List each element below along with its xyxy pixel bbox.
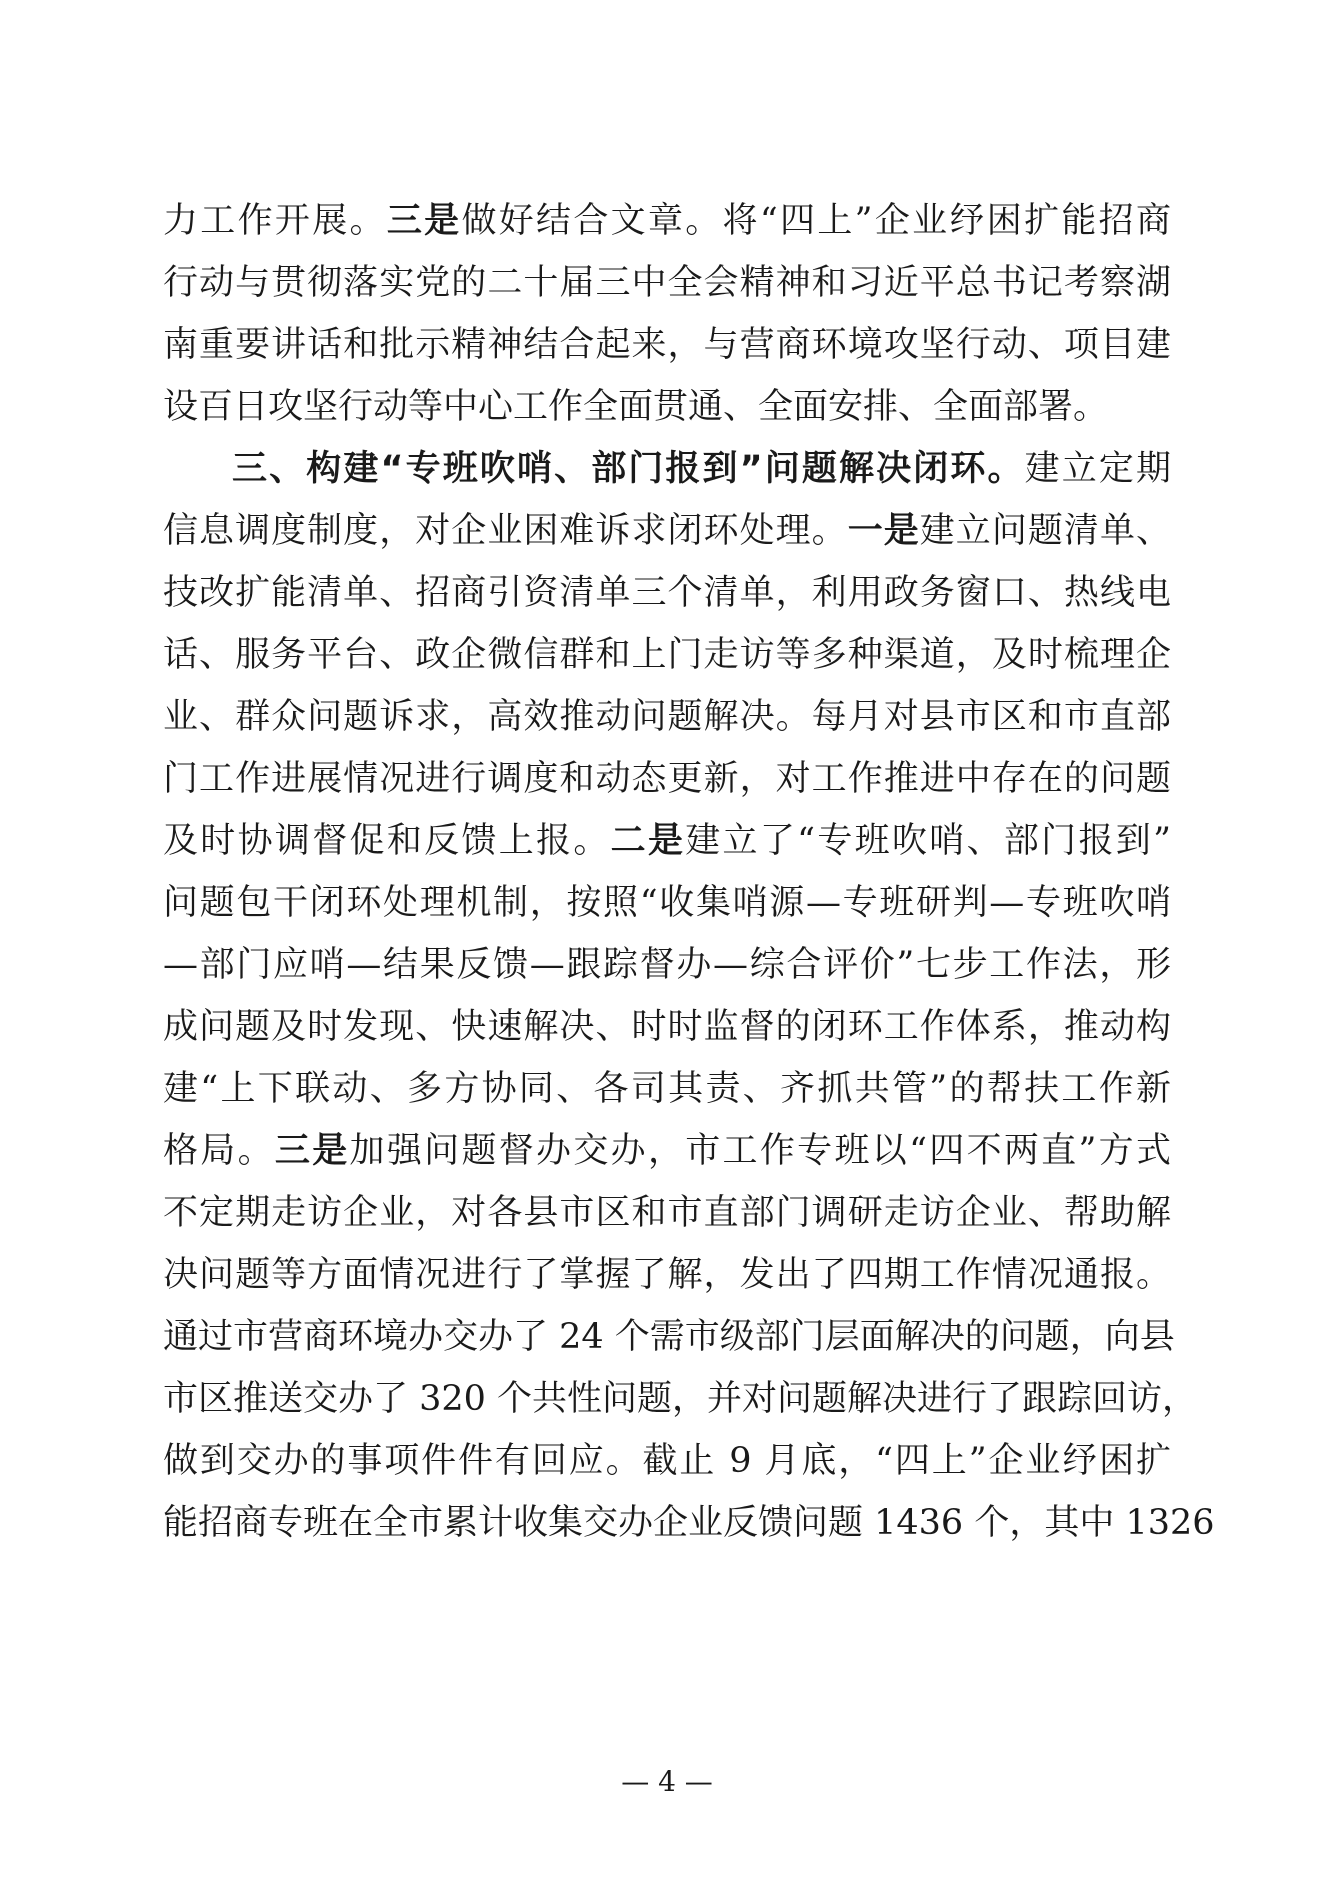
text-segment: 做到交办的事项件件有回应。截止 9 月底，“四上”企业纾困扩 bbox=[163, 1441, 1171, 1481]
paragraph-line bbox=[163, 996, 1171, 1058]
bold-text: 三是 bbox=[274, 1131, 350, 1171]
paragraph-line bbox=[163, 562, 1171, 624]
paragraph-line bbox=[163, 872, 1171, 934]
text-segment: 建“上下联动、多方协同、各司其责、齐抓共管”的帮扶工作新 bbox=[163, 1069, 1171, 1109]
page-number: — 4 — bbox=[621, 1765, 713, 1798]
text-segment: —部门应哨—结果反馈—跟踪督办—综合评价”七步工作法，形 bbox=[163, 945, 1171, 985]
paragraph-line bbox=[163, 1120, 1171, 1182]
bold-text: 三、构建“专班吹哨、部门报到”问题解决闭环。 bbox=[232, 449, 1025, 489]
text-segment: 技改扩能清单、招商引资清单三个清单，利用政务窗口、热线电 bbox=[163, 573, 1171, 613]
paragraph-line bbox=[163, 1368, 1198, 1430]
text-segment: 南重要讲话和批示精神结合起来，与营商环境攻坚行动、项目建 bbox=[163, 325, 1171, 365]
text-segment: 力工作开展。 bbox=[163, 201, 387, 241]
paragraph-line bbox=[163, 314, 1171, 376]
text-segment: 门工作进展情况进行调度和动态更新，对工作推进中存在的问题 bbox=[163, 759, 1171, 799]
text-segment: 业、群众问题诉求，高效推动问题解决。每月对县市区和市直部 bbox=[163, 697, 1171, 737]
text-segment: 信息调度制度，对企业困难诉求闭环处理。 bbox=[163, 511, 848, 551]
paragraph-line bbox=[163, 934, 1171, 996]
paragraph-line bbox=[163, 1244, 1171, 1306]
paragraph-line bbox=[163, 1306, 1175, 1368]
text-segment: 做好结合文章。将“四上”企业纾困扩能招商 bbox=[461, 201, 1171, 241]
text-segment: 通过市营商环境办交办了 24 个需市级部门层面解决的问题，向县 bbox=[163, 1317, 1175, 1357]
text-segment: 成问题及时发现、快速解决、时时监督的闭环工作体系，推动构 bbox=[163, 1007, 1171, 1047]
bold-text: 一是 bbox=[847, 511, 920, 551]
text-segment: 决问题等方面情况进行了掌握了解，发出了四期工作情况通报。 bbox=[163, 1255, 1171, 1295]
text-segment: 市区推送交办了 320 个共性问题，并对问题解决进行了跟踪回访， bbox=[163, 1379, 1198, 1419]
text-segment: 设百日攻坚行动等中心工作全面贯通、全面安排、全面部署。 bbox=[163, 387, 1109, 427]
paragraph-line bbox=[163, 810, 1171, 872]
text-segment: 不定期走访企业，对各县市区和市直部门调研走访企业、帮助解 bbox=[163, 1193, 1171, 1233]
bold-text: 二是 bbox=[610, 821, 686, 861]
text-segment: 行动与贯彻落实党的二十届三中全会精神和习近平总书记考察湖 bbox=[163, 263, 1171, 303]
paragraph-line bbox=[163, 500, 1171, 562]
section-heading-line bbox=[232, 438, 1171, 500]
paragraph-line bbox=[163, 624, 1171, 686]
bold-text: 三是 bbox=[386, 201, 462, 241]
paragraph-line bbox=[163, 686, 1171, 748]
text-segment: 建立了“专班吹哨、部门报到” bbox=[685, 821, 1171, 861]
paragraph-line bbox=[163, 252, 1171, 314]
text-segment: 及时协调督促和反馈上报。 bbox=[163, 821, 611, 861]
paragraph-line bbox=[163, 1182, 1171, 1244]
text-segment: 话、服务平台、政企微信群和上门走访等多种渠道，及时梳理企 bbox=[163, 635, 1171, 675]
text-segment: 问题包干闭环处理机制，按照“收集哨源—专班研判—专班吹哨 bbox=[163, 883, 1171, 923]
paragraph-line bbox=[163, 1492, 1215, 1554]
text-segment: 加强问题督办交办，市工作专班以“四不两直”方式 bbox=[349, 1131, 1171, 1171]
text-segment: 格局。 bbox=[163, 1131, 275, 1171]
text-segment: 能招商专班在全市累计收集交办企业反馈问题 1436 个，其中 1326 bbox=[163, 1503, 1215, 1543]
paragraph-line bbox=[163, 748, 1171, 810]
text-segment: 建立定期 bbox=[1024, 449, 1171, 489]
paragraph-line bbox=[163, 376, 1171, 438]
paragraph-line bbox=[163, 190, 1171, 252]
text-segment: 建立问题清单、 bbox=[919, 511, 1171, 551]
paragraph-line bbox=[163, 1058, 1171, 1120]
paragraph-line bbox=[163, 1430, 1171, 1492]
